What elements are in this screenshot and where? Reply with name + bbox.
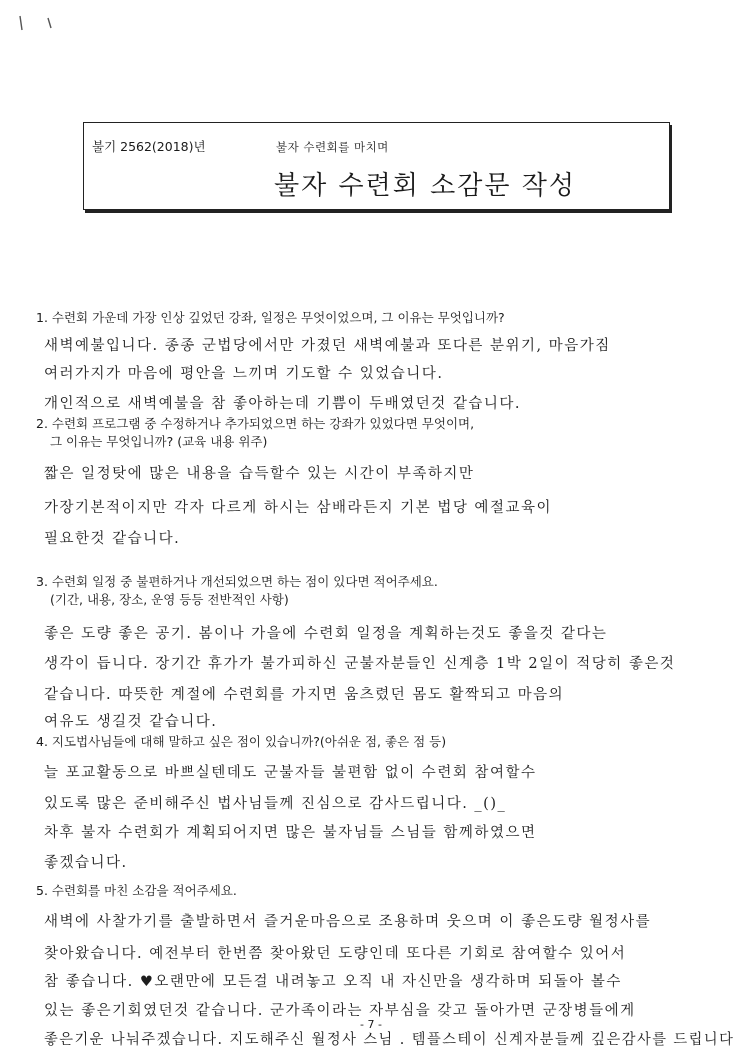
question-4 — [36, 733, 726, 751]
answer-line: 참 좋습니다. ♥오랜만에 모든걸 내려놓고 오직 내 자신만을 생각하며 되돌아 볼수 — [44, 974, 622, 990]
question-text: 1. 수련회 가운데 가장 인상 깊었던 강좌, 일정은 무엇이었으며, 그 이유는 무엇입니까? — [36, 310, 505, 325]
answer-line: 새벽예불입니다. 종종 군법당에서만 가졌던 새벽예불과 또다른 분위기, 마음가짐 — [44, 338, 611, 354]
answer-line: 개인적으로 새벽예불을 참 좋아하는데 기쁨이 두배였던것 같습니다. — [44, 396, 521, 412]
answer-line: 같습니다. 따뜻한 계절에 수련회를 가지면 움츠렸던 몸도 활짝되고 마음의 — [44, 687, 565, 703]
question-text: 4. 지도법사님들에 대해 말하고 싶은 점이 있습니까?(아쉬운 점, 좋은 점 등) — [36, 734, 447, 749]
answer-line: 찾아왔습니다. 예전부터 한번쯤 찾아왔던 도량인데 또다른 기회로 참여할수 있어서 — [44, 946, 627, 962]
page-title: 불자 수련회 소감문 작성 — [274, 171, 576, 201]
question-text: 2. 수련회 프로그램 중 수정하거나 추가되었으면 하는 강좌가 있었다면 무엇이며, — [36, 416, 475, 431]
year-label: 불기 2562(2018)년 — [92, 139, 206, 154]
answer-line: 좋은기운 나눠주겠습니다. 지도해주신 월정사 스님 . 템플스테이 신계자분들께 깊은감사를 드립니다 — [44, 1032, 735, 1048]
answer-line: 있도록 많은 준비해주신 법사님들께 진심으로 감사드립니다. _()_ — [44, 796, 507, 812]
question-3 — [36, 573, 726, 609]
answer-line: 여유도 생길것 같습니다. — [44, 714, 218, 730]
answer-line: 짧은 일정탓에 많은 내용을 습득할수 있는 시간이 부족하지만 — [44, 466, 475, 482]
question-1 — [36, 309, 726, 327]
question-5 — [36, 882, 726, 900]
answer-line: 생각이 듭니다. 장기간 휴가가 불가피하신 군불자분들인 신계층 1박 2일이 적당히 좋은것 — [44, 656, 676, 672]
answer-line: 필요한것 같습니다. — [44, 531, 181, 547]
answer-line: 늘 포교활동으로 바쁘실텐데도 군불자들 불편함 없이 수련회 참여할수 — [44, 765, 537, 781]
header-box — [83, 122, 670, 210]
question-text: 5. 수련회를 마친 소감을 적어주세요. — [36, 883, 237, 898]
answer-line: 있는 좋은기회였던것 같습니다. 군가족이라는 자부심을 갖고 돌아가면 군장병들에게 — [44, 1003, 636, 1019]
answer-line: 차후 불자 수련회가 계획되어지면 많은 불자님들 스님들 함께하였으면 — [44, 825, 537, 841]
question-text: 3. 수련회 일정 중 불편하거나 개선되었으면 하는 점이 있다면 적어주세요. — [36, 574, 438, 589]
header-subtitle: 불자 수련회를 마치며 — [276, 140, 389, 154]
question-text: (기간, 내용, 장소, 운영 등등 전반적인 사항) — [50, 592, 289, 607]
question-2 — [36, 415, 726, 451]
pen-mark — [14, 14, 60, 34]
answer-line: 가장기본적이지만 각자 다르게 하시는 삼배라든지 기본 법당 예절교육이 — [44, 500, 552, 516]
page-number: - 7 - — [360, 1018, 382, 1031]
question-text: 그 이유는 무엇입니까? (교육 내용 위주) — [50, 434, 268, 449]
answer-line: 좋겠습니다. — [44, 855, 128, 871]
answer-line: 좋은 도량 좋은 공기. 봄이나 가을에 수련회 일정을 계획하는것도 좋을것 같다는 — [44, 626, 608, 642]
answer-line: 여러가지가 마음에 평안을 느끼며 기도할 수 있었습니다. — [44, 366, 444, 382]
answer-line: 새벽에 사찰가기를 출발하면서 즐거운마음으로 조용하며 웃으며 이 좋은도량 월정사를 — [44, 914, 652, 930]
